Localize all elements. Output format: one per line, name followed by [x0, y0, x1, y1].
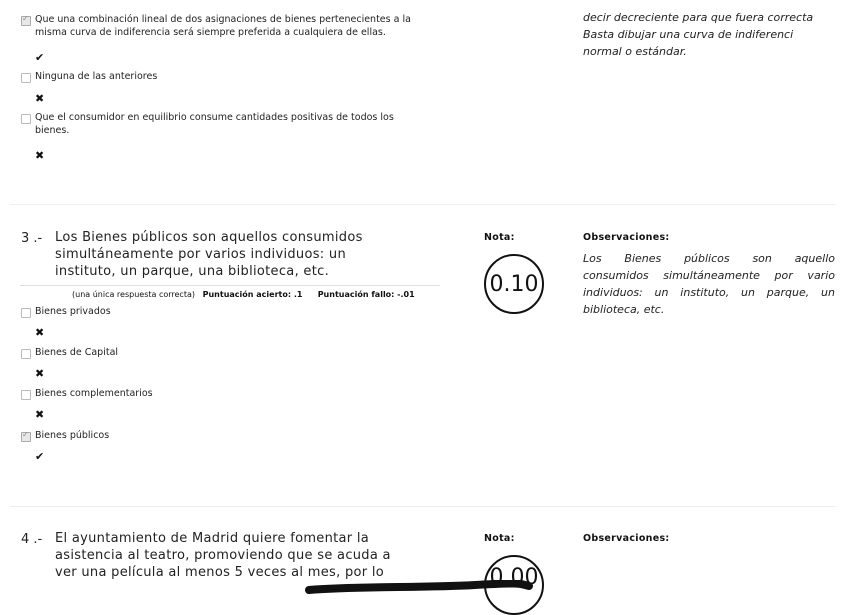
score-value: 0.10 — [489, 271, 539, 297]
observation-line: biblioteca, etc. — [583, 303, 665, 316]
question-text-line: asistencia al teatro, promoviendo que se acuda a — [55, 548, 391, 563]
option-text-line: Ninguna de las anteriores — [35, 71, 158, 82]
observations-label: Observaciones: — [583, 232, 670, 243]
cross-mark-icon: ✖ — [35, 408, 45, 421]
divider — [10, 506, 836, 507]
cross-mark-icon: ✖ — [35, 149, 45, 162]
divider — [10, 204, 836, 205]
checkbox[interactable] — [21, 390, 31, 400]
checkbox[interactable] — [21, 16, 31, 26]
nota-label: Nota: — [484, 232, 515, 243]
question-text-line: El ayuntamiento de Madrid quiere fomentar la — [55, 531, 370, 546]
observation-line: consumidos simultáneamente por vario — [583, 269, 835, 282]
score-circle — [484, 254, 544, 314]
checkbox[interactable] — [21, 308, 31, 318]
question-meta — [72, 290, 415, 299]
option-text-line: bienes. — [35, 125, 70, 136]
observation-line: decir decreciente para que fuera correcta — [583, 11, 814, 24]
question-text-line: ver una película al menos 5 veces al mes, por lo — [55, 565, 384, 580]
observation-line: individuos: un instituto, un parque, un — [583, 286, 835, 299]
miss-score: Puntuación fallo: -.01 — [317, 290, 415, 299]
option-text: Bienes complementarios — [35, 388, 153, 399]
nota-label: Nota: — [484, 533, 515, 544]
checkbox[interactable] — [21, 432, 31, 442]
observation-line: Los Bienes públicos son aquello — [583, 252, 835, 265]
check-mark-icon: ✔ — [35, 450, 45, 463]
cross-mark-icon: ✖ — [35, 326, 45, 339]
option-text: Bienes públicos — [35, 430, 110, 441]
checkbox[interactable] — [21, 73, 31, 83]
hit-score: Puntuación acierto: .1 — [202, 290, 303, 299]
option-text-line: Que el consumidor en equilibrio consume cantidades positivas de todos los — [35, 112, 394, 123]
score-value: 0.00 — [489, 564, 539, 590]
observation-line: normal o estándar. — [583, 45, 687, 58]
check-mark-icon: ✔ — [35, 51, 45, 64]
cross-mark-icon: ✖ — [35, 92, 45, 105]
question-text-line: instituto, un parque, una biblioteca, etc. — [55, 264, 330, 279]
observations-label: Observaciones: — [583, 533, 670, 544]
question-number: 4 .- — [21, 532, 43, 547]
answer-mode: (una única respuesta correcta) — [72, 290, 195, 299]
option-text-line: Que una combinación lineal de dos asignaciones de bienes pertenecientes a la — [35, 14, 411, 25]
question-number: 3 .- — [21, 231, 43, 246]
checkbox[interactable] — [21, 114, 31, 124]
cross-mark-icon: ✖ — [35, 367, 45, 380]
observation-line: Basta dibujar una curva de indiferenci — [583, 28, 794, 41]
question-text-line: Los Bienes públicos son aquellos consumidos — [55, 230, 363, 245]
option-text: Bienes de Capital — [35, 347, 119, 358]
question-text-line: simultáneamente por varios individuos: un — [55, 247, 346, 262]
redaction-scribble — [305, 580, 535, 598]
checkbox[interactable] — [21, 349, 31, 359]
option-text: Bienes privados — [35, 306, 111, 317]
divider — [20, 285, 440, 286]
option-text-line: misma curva de indiferencia será siempre preferida a cualquiera de ellas. — [35, 27, 386, 38]
